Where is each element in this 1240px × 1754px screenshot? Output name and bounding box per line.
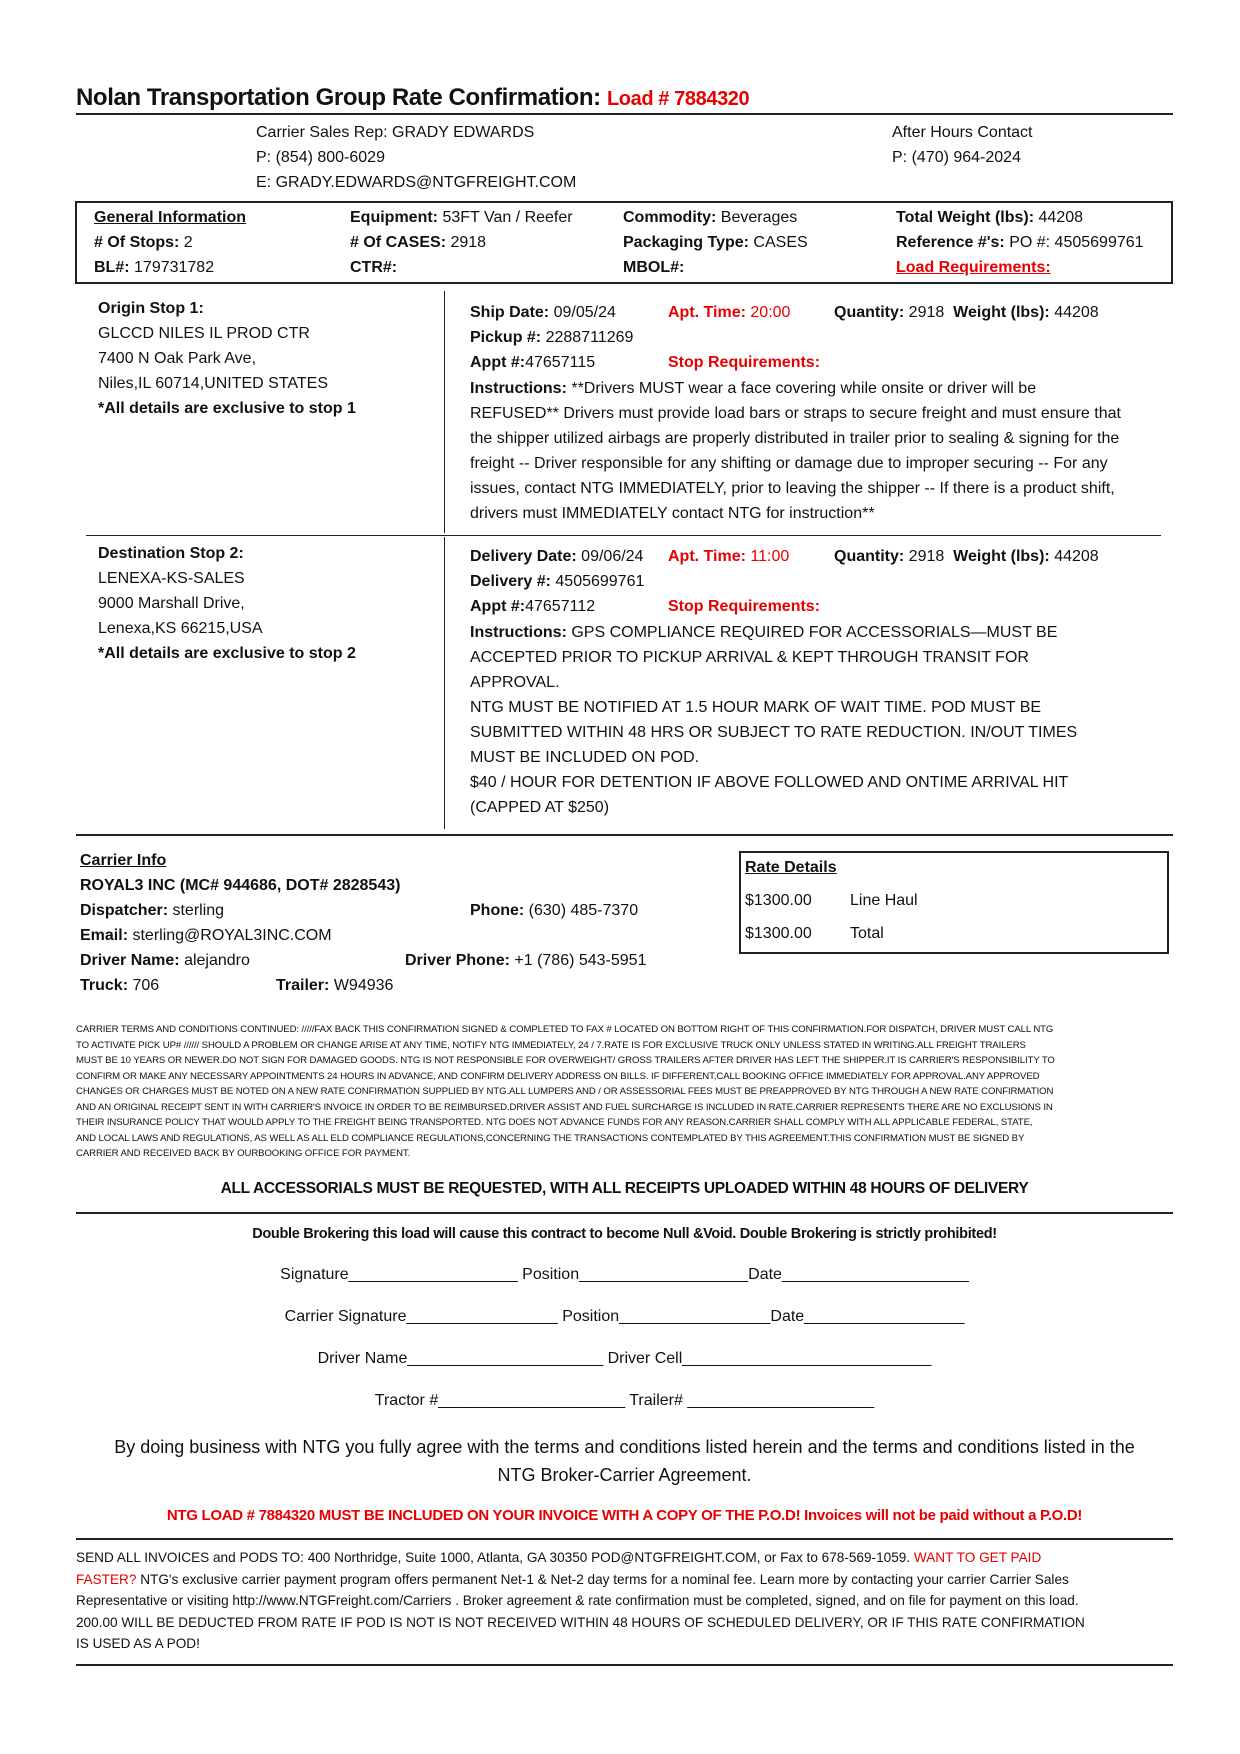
origin-instruction-line: the shipper utilized airbags are properly distributed in trailer prior to sealing & signing for the <box>470 430 1120 447</box>
terms-line: CHANGES OR CHARGES MUST BE NOTED ON A NEW RATE CONFIRMATION SUPPLIED BY NTG.ALL LUMPERS AND / OR ASSESSORIAL FEES MUST BE PREAPPROVED BY NTG THROUGH A NEW RATE CONFIRMATION <box>76 1086 1054 1097</box>
reference-field: Reference #'s: PO #: 4505699761 <box>896 234 1144 251</box>
title-rule <box>76 113 1173 115</box>
destination-instruction-line: NTG MUST BE NOTIFIED AT 1.5 HOUR MARK OF WAIT TIME. POD MUST BE <box>470 699 1042 716</box>
origin-instruction-line: freight -- Driver responsible for any shifting or damage due to improper securing -- For any <box>470 455 1108 472</box>
signature-line[interactable]: Signature___________________ Position___________________Date_____________________ <box>280 1266 969 1283</box>
destination-stop-heading: Destination Stop 2: <box>98 545 244 562</box>
terms-line: TO ACTIVATE PICK UP# ////// SHOULD A PROBLEM OR CHANGE ARISE AT ANY TIME, NOTIFY NTG IMMEDIATELY, 24 / 7.RATE IS FOR EXCLUSIVE TRUCK ONLY UNLESS STATED IN WRITING.ALL FREIGHT TRAILERS <box>76 1039 1026 1051</box>
origin-stop-heading: Origin Stop 1: <box>98 300 204 317</box>
footer-line: IS USED AS A POD! <box>76 1636 200 1651</box>
bl-field: BL#: 179731782 <box>94 259 215 276</box>
destination-name: LENEXA-KS-SALES <box>98 570 245 587</box>
invoice-notice: NTG LOAD # 7884320 MUST BE INCLUDED ON YOUR INVOICE WITH A COPY OF THE P.O.D! Invoices will not be paid without a P.O.D! <box>166 1507 1083 1524</box>
invoice-rule <box>76 1538 1173 1540</box>
line-haul-amount: $1300.00 <box>745 892 812 909</box>
after-hours-label: After Hours Contact <box>892 124 1033 141</box>
terms-line: CONFIRM OR MAKE ANY NECESSARY APPOINTMENTS 24 HOURS IN ADVANCE, AND CONFIRM DELIVERY ADDRESS ON BILLS. IF DIFFERENT,CALL BOOKING OFFICE IMMEDIATELY FOR APPROVAL.ANY APPROVED <box>76 1070 1040 1082</box>
destination-instruction-line: ACCEPTED PRIOR TO PICKUP ARRIVAL & KEPT THROUGH TRANSIT FOR <box>470 649 1029 666</box>
ship-date-field: Ship Date: 09/05/24 <box>470 304 616 321</box>
origin-address-line2: Niles,IL 60714,UNITED STATES <box>98 375 328 392</box>
terms-line: AND AN ORIGINAL RECEIPT SENT IN WITH CARRIER'S INVOICE IN ORDER TO BE REIMBURSED.DRIVER ASSIST AND FUEL SURCHARGE IS INCLUDED IN RATE.CARRIER REPRESENTS THERE ARE NO EXCLUSIONS IN <box>76 1101 1053 1113</box>
delivery-number-field: Delivery #: 4505699761 <box>470 573 645 590</box>
cases-field: # Of CASES: 2918 <box>350 234 487 251</box>
stop1-divider <box>444 291 445 533</box>
origin-exclusive-note: *All details are exclusive to stop 1 <box>98 400 356 417</box>
sales-rep-email: E: GRADY.EDWARDS@NTGFREIGHT.COM <box>256 174 577 191</box>
destination-instruction-line: MUST BE INCLUDED ON POD. <box>470 749 700 766</box>
destination-quantity-weight: Quantity: 2918 Weight (lbs): 44208 <box>834 548 1099 565</box>
truck-field: Truck: 706 <box>80 977 160 994</box>
terms-line: THEIR INSURANCE POLICY THAT WOULD APPLY TO THE FREIGHT BEING TRANSPORTED. NTG DOES NOT ADVANCE FUNDS FOR ANY REASON.CARRIER SHALL COMPLY WITH ALL APPLICABLE FEDERAL, STATE, <box>76 1117 1033 1128</box>
footer-line: 200.00 WILL BE DEDUCTED FROM RATE IF POD IS NOT IS NOT RECEIVED WITHIN 48 HOURS OF SCHEDULED DELIVERY, OR IF THIS RATE CONFIRMATION <box>76 1614 1085 1630</box>
origin-stop-block <box>98 296 356 421</box>
rate-details-heading: Rate Details <box>745 859 837 876</box>
driver-name-field: Driver Name: alejandro <box>80 952 250 969</box>
stop2-divider <box>444 537 445 829</box>
load-requirements-link[interactable]: Load Requirements: <box>896 259 1051 276</box>
origin-instruction-line: **Drivers MUST wear a face covering while onsite or driver will be <box>566 380 1037 397</box>
sales-rep-phone: P: (854) 800-6029 <box>256 149 385 166</box>
carrier-signature-line[interactable]: Carrier Signature_________________ Position_________________Date__________________ <box>284 1308 965 1325</box>
after-hours-block <box>892 120 1033 170</box>
double-brokering-notice: Double Brokering this load will cause this contract to become Null &Void. Double Brokering is strictly prohibited! <box>252 1226 997 1242</box>
origin-stop-requirements: Stop Requirements: <box>668 354 821 371</box>
origin-instruction-line: issues, contact NTG IMMEDIATELY, prior to leaving the shipper -- If there is a product shift, <box>470 480 1115 497</box>
terms-line: CARRIER AND RECEIVED BACK BY OURBOOKING OFFICE FOR PAYMENT. <box>76 1148 411 1159</box>
delivery-date-field: Delivery Date: 09/06/24 <box>470 548 644 565</box>
trailer-field: Trailer: W94936 <box>276 977 394 994</box>
agreement-line: By doing business with NTG you fully agree with the terms and conditions listed herein and the terms and conditions listed in the <box>114 1437 1135 1457</box>
carrier-info-heading: Carrier Info <box>80 852 167 869</box>
destination-instruction-line: (CAPPED AT $250) <box>470 799 610 816</box>
ctr-field: CTR#: <box>350 259 398 276</box>
origin-instructions <box>470 376 1121 526</box>
equipment-field: Equipment: 53FT Van / Reefer <box>350 209 573 226</box>
after-hours-phone: P: (470) 964-2024 <box>892 149 1021 166</box>
driver-phone-field: Driver Phone: +1 (786) 543-5951 <box>405 952 647 969</box>
packaging-field: Packaging Type: CASES <box>623 234 808 251</box>
dispatcher-field: Dispatcher: sterling <box>80 902 225 919</box>
origin-appt-field: Appt #:47657115 <box>470 354 596 371</box>
carrier-section-rule <box>76 834 1173 836</box>
mbol-field: MBOL#: <box>623 259 685 276</box>
terms-line: CARRIER TERMS AND CONDITIONS CONTINUED: /////FAX BACK THIS CONFIRMATION SIGNED & COMPLETED TO FAX # LOCATED ON BOTTOM RIGHT OF THIS CONFIRMATION.FOR DISPATCH, DRIVER MUST CALL NTG <box>76 1024 1054 1035</box>
destination-instruction-line: SUBMITTED WITHIN 48 HRS OR SUBJECT TO RATE REDUCTION. IN/OUT TIMES <box>470 724 1078 741</box>
terms-and-conditions <box>76 1022 1055 1162</box>
destination-instruction-line: APPROVAL. <box>470 674 560 691</box>
footer-block <box>76 1547 1085 1655</box>
stops-field: # Of Stops: 2 <box>94 234 193 251</box>
accessorials-rule <box>76 1212 1173 1214</box>
origin-quantity-weight: Quantity: 2918 Weight (lbs): 44208 <box>834 304 1099 321</box>
total-label: Total <box>850 925 884 942</box>
terms-line: AND LOCAL LAWS AND REGULATIONS, AS WELL AS ALL ELD COMPLIANCE REGULATIONS,CONCERNING THE TRANSACTIONS CONTEMPLATED BY THIS AGREEMENT.THIS CONFIRMATION MUST BE SIGNED BY <box>76 1132 1025 1144</box>
page-title <box>76 84 749 112</box>
destination-address-line1: 9000 Marshall Drive, <box>98 595 245 612</box>
general-info-heading: General Information <box>94 209 247 226</box>
load-number: Load # 7884320 <box>606 88 750 110</box>
footer-rule <box>76 1664 1173 1666</box>
total-amount: $1300.00 <box>745 925 812 942</box>
agreement-line: NTG Broker-Carrier Agreement. <box>497 1465 752 1485</box>
origin-apt-time: Apt. Time: 20:00 <box>668 304 791 321</box>
driver-name-line[interactable]: Driver Name______________________ Driver Cell____________________________ <box>317 1350 932 1367</box>
destination-apt-time: Apt. Time: 11:00 <box>668 548 790 565</box>
get-paid-faster-link[interactable]: FASTER? <box>76 1571 137 1587</box>
stops-separator <box>86 535 1161 536</box>
get-paid-faster-link[interactable]: WANT TO GET PAID <box>913 1550 1042 1565</box>
tractor-trailer-line[interactable]: Tractor #_____________________ Trailer# _____________________ <box>374 1392 875 1409</box>
origin-instructions-label: Instructions: <box>470 380 567 397</box>
footer-line: NTG's exclusive carrier payment program offers permanent Net-1 & Net-2 day terms for a nominal fee. Learn more by contacting your carrier Carrier Sales <box>136 1571 1069 1587</box>
origin-instruction-line: REFUSED** Drivers must provide load bars or straps to secure freight and must ensure that <box>470 405 1121 422</box>
destination-instructions <box>470 620 1077 820</box>
line-haul-label: Line Haul <box>850 892 918 909</box>
origin-instruction-line: drivers must IMMEDIATELY contact NTG for instruction** <box>470 505 875 522</box>
destination-instruction-line: GPS COMPLIANCE REQUIRED FOR ACCESSORIALS—MUST BE <box>566 624 1058 641</box>
destination-exclusive-note: *All details are exclusive to stop 2 <box>98 645 356 662</box>
origin-name: GLCCD NILES IL PROD CTR <box>98 325 310 342</box>
sales-rep-block <box>256 120 576 195</box>
footer-line: SEND ALL INVOICES and PODS TO: 400 Northridge, Suite 1000, Atlanta, GA 30350 POD@NTGFREIGHT.COM, or Fax to 678-569-1059. <box>76 1550 914 1565</box>
origin-address-line1: 7400 N Oak Park Ave, <box>98 350 257 367</box>
accessorials-notice: ALL ACCESSORIALS MUST BE REQUESTED, WITH ALL RECEIPTS UPLOADED WITHIN 48 HOURS OF DELIVERY <box>220 1180 1029 1197</box>
destination-instruction-line: $40 / HOUR FOR DETENTION IF ABOVE FOLLOWED AND ONTIME ARRIVAL HIT <box>470 774 1069 791</box>
footer-line: Representative or visiting http://www.NTGFreight.com/Carriers . Broker agreement & rate confirmation must be completed, signed, and on file for payment on this load. <box>76 1593 1079 1608</box>
carrier-email-field: Email: sterling@ROYAL3INC.COM <box>80 927 332 944</box>
carrier-name: ROYAL3 INC (MC# 944686, DOT# 2828543) <box>80 877 401 894</box>
title-text: Nolan Transportation Group Rate Confirmation: <box>76 84 601 111</box>
destination-stop-block <box>98 541 356 666</box>
carrier-phone-field: Phone: (630) 485-7370 <box>470 902 639 919</box>
agreement-text <box>76 1433 1173 1489</box>
commodity-field: Commodity: Beverages <box>623 209 798 226</box>
destination-instructions-label: Instructions: <box>470 624 567 641</box>
pickup-number-field: Pickup #: 2288711269 <box>470 329 634 346</box>
destination-address-line2: Lenexa,KS 66215,USA <box>98 620 263 637</box>
destination-appt-field: Appt #:47657112 <box>470 598 596 615</box>
sales-rep-name: Carrier Sales Rep: GRADY EDWARDS <box>256 124 535 141</box>
total-weight-field: Total Weight (lbs): 44208 <box>896 209 1084 226</box>
destination-stop-requirements: Stop Requirements: <box>668 598 821 615</box>
terms-line: MUST BE 10 YEARS OR NEWER.DO NOT SIGN FOR DAMAGED GOODS. NTG IS NOT RESPONSIBLE FOR OVERWEIGHT/ GROSS TRAILERS AFTER DRIVER HAS LEFT THE SHIPPER.IT IS CARRIER'S RESPONSIBILITY TO <box>76 1055 1055 1066</box>
